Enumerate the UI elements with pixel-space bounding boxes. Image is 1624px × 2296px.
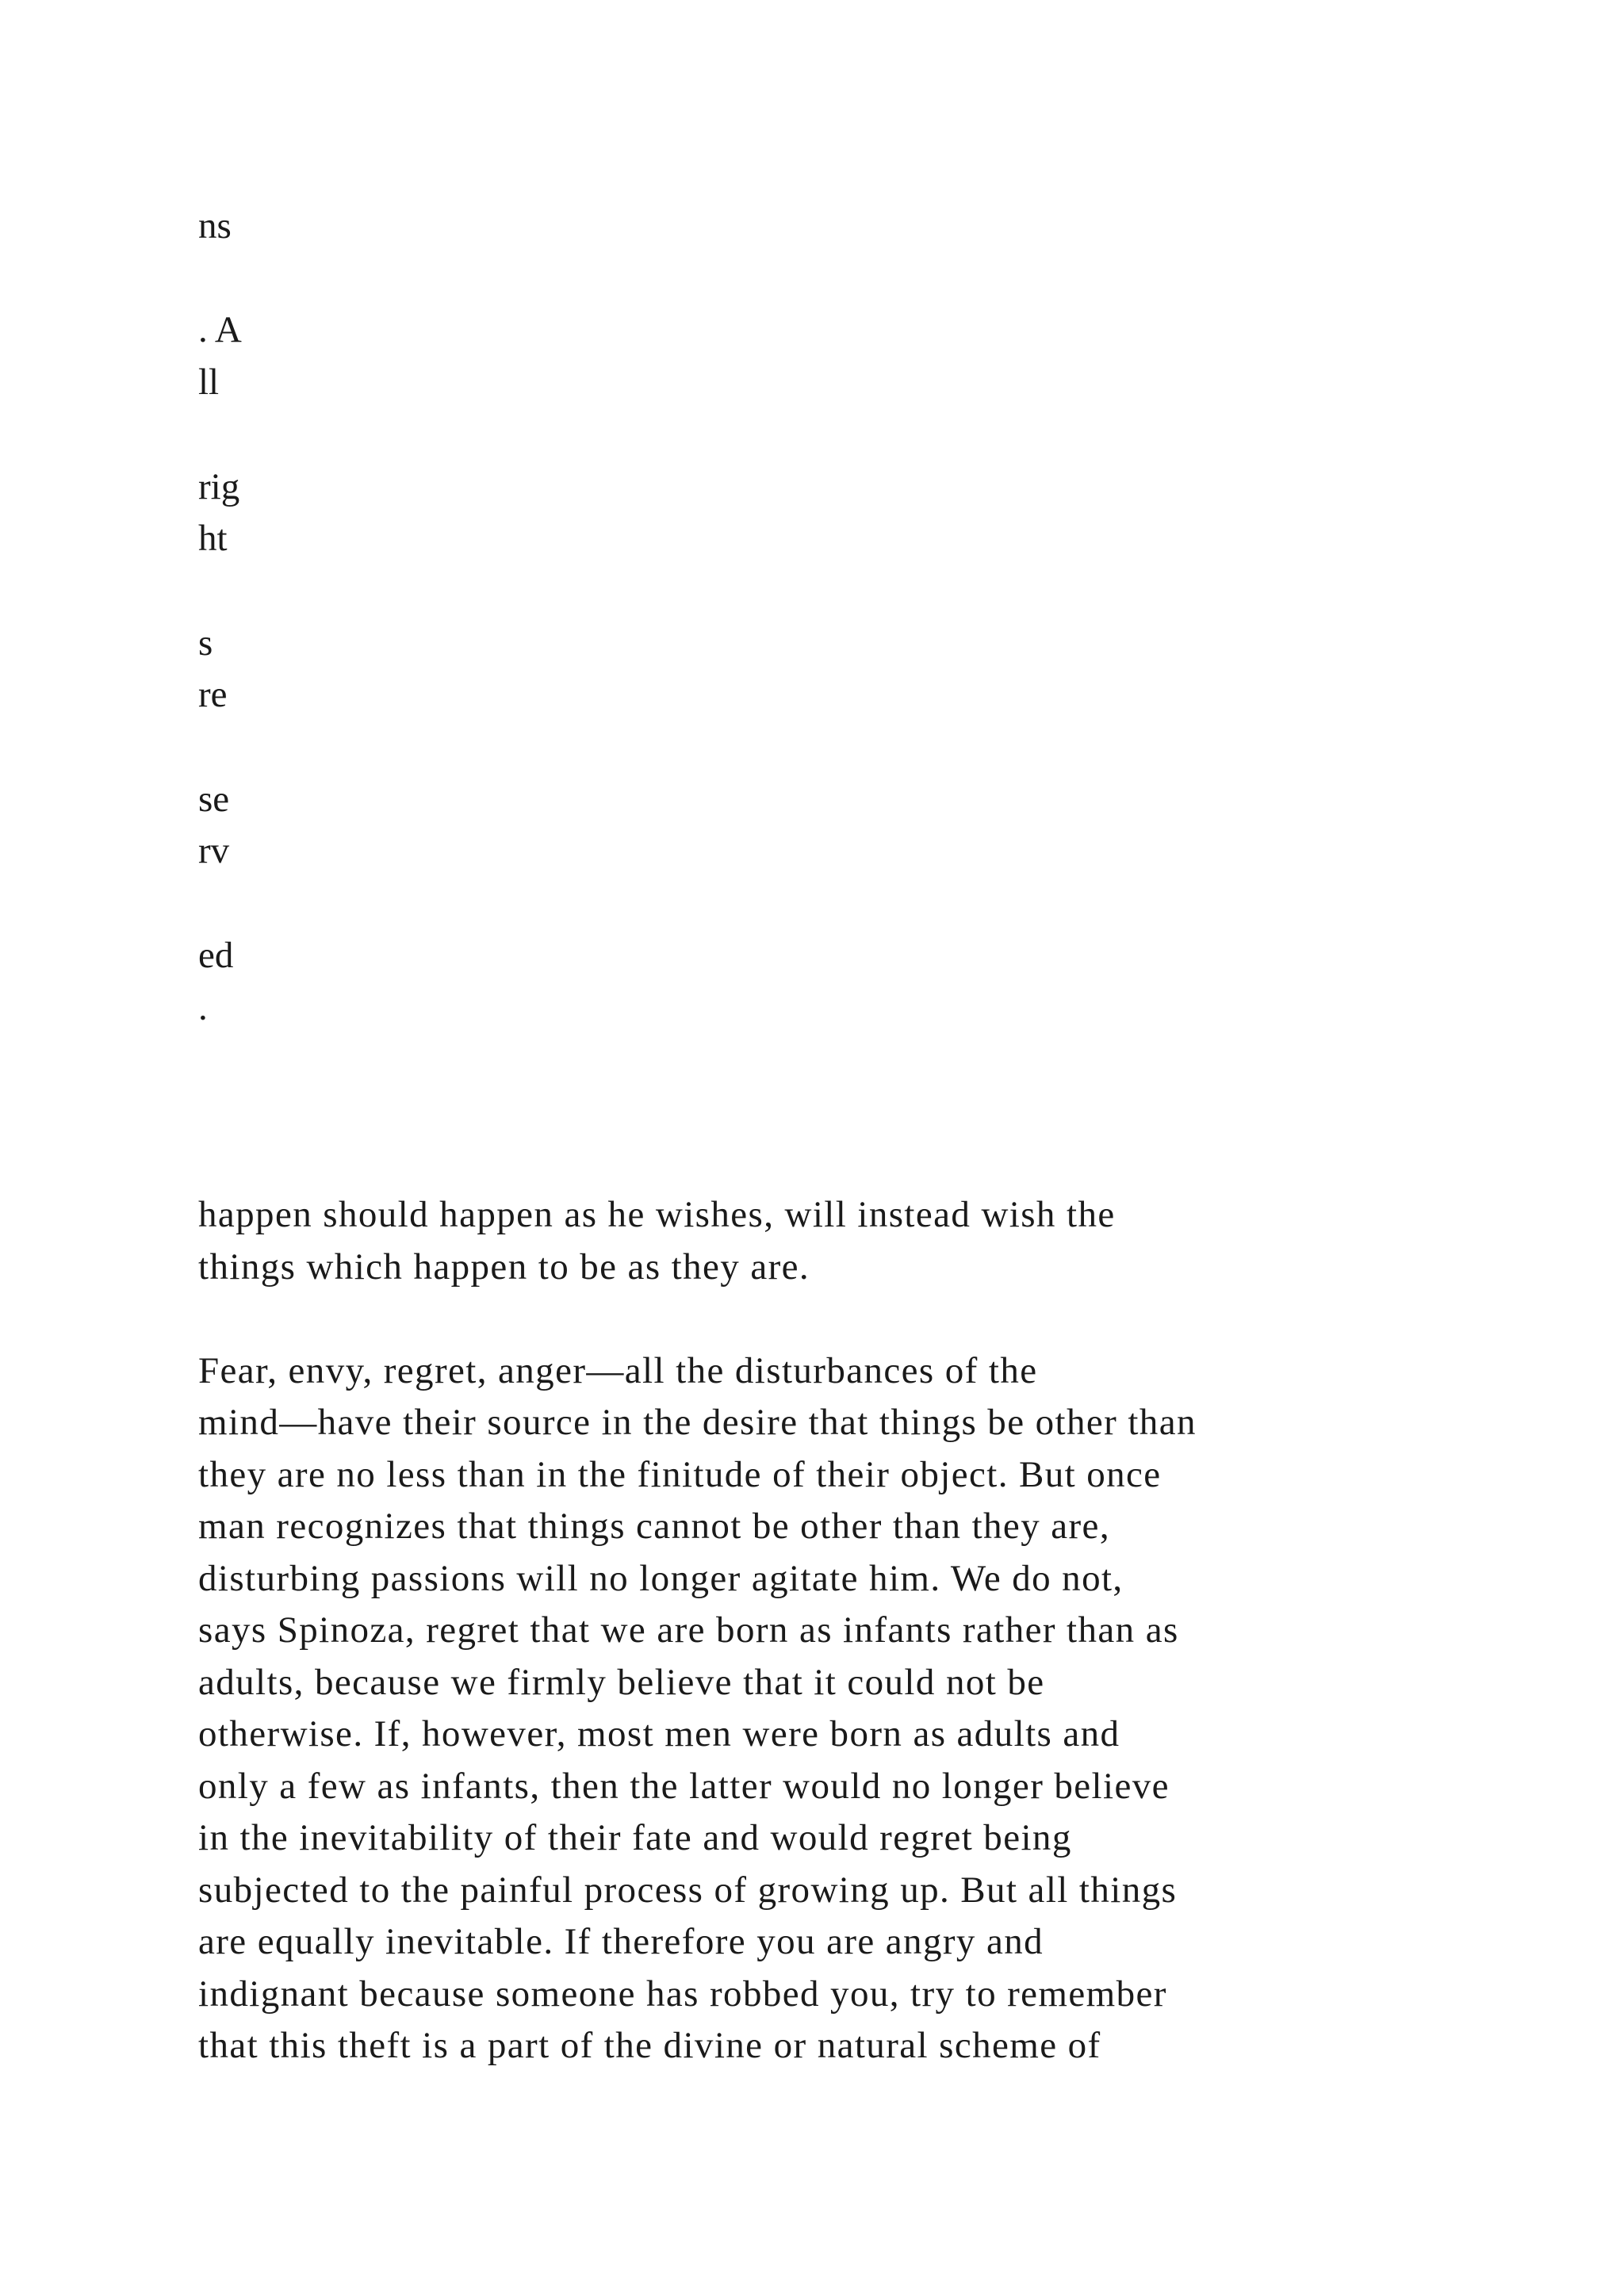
fragment-text: s [198, 622, 213, 664]
text-line: man recognizes that things cannot be other than they are, [198, 1506, 1110, 1547]
fragment-text: ed [198, 935, 234, 976]
text-line: are equally inevitable. If therefore you are angry and [198, 1921, 1044, 1962]
text-line: in the inevitability of their fate and would regret being [198, 1817, 1072, 1858]
fragment-text: re [198, 674, 228, 715]
text-line: things which happen to be as they are. [198, 1246, 810, 1288]
text-line: only a few as infants, then the latter would no longer believe [198, 1765, 1170, 1807]
text-line: says Spinoza, regret that we are born as infants rather than as [198, 1609, 1179, 1651]
text-line: otherwise. If, however, most men were born as adults and [198, 1713, 1120, 1755]
text-line: they are no less than in the finitude of their object. But once [198, 1453, 1162, 1495]
text-line: adults, because we firmly believe that it could not be [198, 1661, 1045, 1703]
fragment-text: ns [198, 205, 232, 247]
fragment-text: rv [198, 830, 230, 871]
text-line: indignant because someone has robbed you, try to remember [198, 1973, 1167, 2015]
paragraph [198, 1189, 1507, 1293]
fragment-text: se [198, 779, 230, 820]
text-line: Fear, envy, regret, anger—all the disturbances of the [198, 1349, 1038, 1391]
fragment-text: . [198, 987, 208, 1028]
text-line: that this theft is a part of the divine or natural scheme of [198, 2025, 1101, 2066]
text-line: mind—have their source in the desire that things be other than [198, 1402, 1197, 1443]
fragment-text: ll [198, 362, 220, 403]
body-text [198, 1189, 1507, 2072]
paragraph [198, 1345, 1507, 2072]
text-line: disturbing passions will no longer agitate him. We do not, [198, 1557, 1124, 1599]
text-line: subjected to the painful process of growing up. But all things [198, 1869, 1178, 1911]
fragment-text: . A [198, 309, 242, 350]
fragment-text: rig [198, 466, 240, 507]
fragment-text: ht [198, 518, 228, 559]
text-line: happen should happen as he wishes, will instead wish the [198, 1194, 1116, 1235]
